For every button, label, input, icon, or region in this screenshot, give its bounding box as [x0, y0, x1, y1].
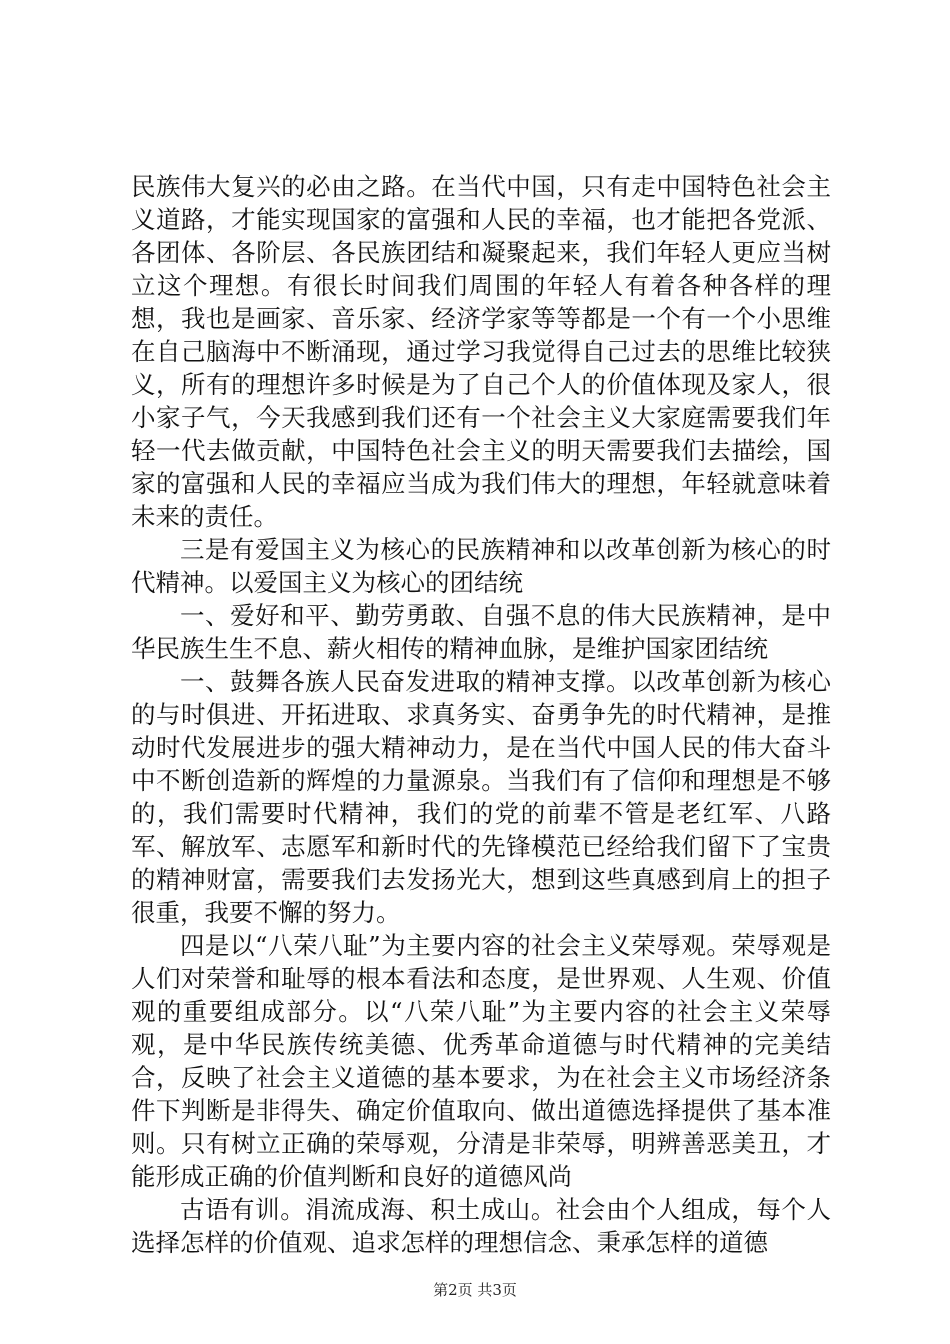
paragraph-peace-diligence: 一、爱好和平、勤劳勇敢、自强不息的伟大民族精神，是中华民族生生不息、薪火相传的精神血脉，是维护国家团结统	[131, 601, 831, 663]
paragraph-continuation: 民族伟大复兴的必由之路。在当代中国，只有走中国特色社会主义道路，才能实现国家的富强和人民的幸福，也才能把各党派、各团体、各阶层、各民族团结和凝聚起来，我们年轻人更应当树立这个理想。有很长时间我们周围的年轻人有着各种各样的理想，我也是画家、音乐家、经济学家等等都是一个有一个小思维在自己脑海中不断涌现，通过学习我觉得自己过去的思维比较狭义，所有的理想许多时候是为了自己个人的价值体现及家人，很小家子气，今天我感到我们还有一个社会主义大家庭需要我们年轻一代去做贡献，中国特色社会主义的明天需要我们去描绘，国家的富强和人民的幸福应当成为我们伟大的理想，年轻就意味着未来的责任。	[131, 172, 831, 531]
paragraph-national-spirit: 三是有爱国主义为核心的民族精神和以改革创新为核心的时代精神。以爱国主义为核心的团结统	[131, 535, 831, 597]
paragraph-honor-disgrace: 四是以“八荣八耻”为主要内容的社会主义荣辱观。荣辱观是人们对荣誉和耻辱的根本看法和态度，是世界观、人生观、价值观的重要组成部分。以“八荣八耻”为主要内容的社会主义荣辱观，是中华民族传统美德、优秀革命道德与时代精神的完美结合，反映了社会主义道德的基本要求，为在社会主义市场经济条件下判断是非得失、确定价值取向、做出道德选择提供了基本准则。只有树立正确的荣辱观，分清是非荣辱，明辨善恶美丑，才能形成正确的价值判断和良好的道德风尚	[131, 931, 831, 1191]
paragraph-ancient-saying: 古语有训。涓流成海、积土成山。社会由个人组成，每个人选择怎样的价值观、追求怎样的理想信念、秉承怎样的道德	[131, 1195, 831, 1257]
page-number-footer: 第2页 共3页	[433, 1281, 517, 1299]
paragraph-era-spirit: 一、鼓舞各族人民奋发进取的精神支撑。以改革创新为核心的与时俱进、开拓进取、求真务实、奋勇争先的时代精神，是推动时代发展进步的强大精神动力，是在当代中国人民的伟大奋斗中不断创造新的辉煌的力量源泉。当我们有了信仰和理想是不够的，我们需要时代精神，我们的党的前辈不管是老红军、八路军、解放军、志愿军和新时代的先锋模范已经给我们留下了宝贵的精神财富，需要我们去发扬光大，想到这些真感到肩上的担子很重，我要不懈的努力。	[131, 667, 831, 927]
document-body	[131, 170, 831, 1259]
